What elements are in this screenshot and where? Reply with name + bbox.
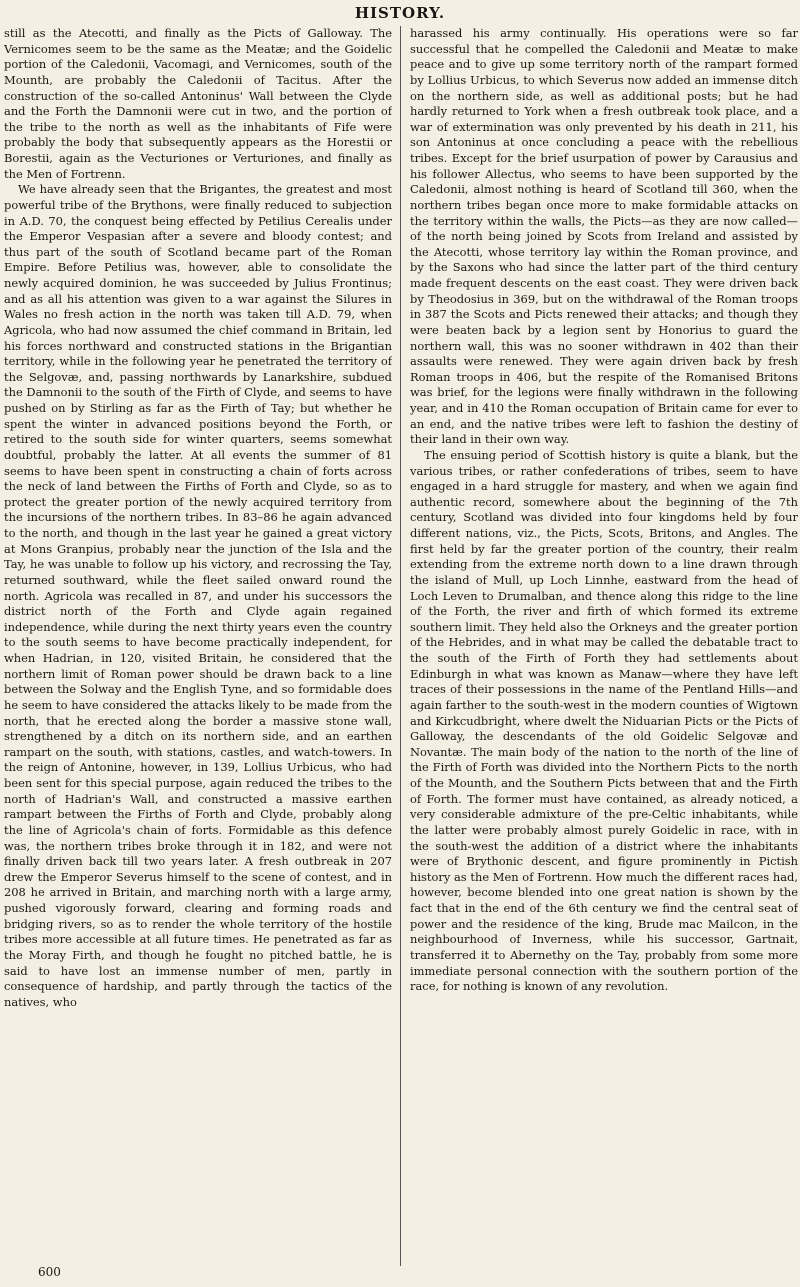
page-number: 600 (38, 1265, 61, 1279)
left-column (4, 26, 392, 1260)
paragraph: still as the Atecotti, and finally as the Picts of Galloway. The Vernicomes seem to be the same as the Meatæ; and the Goidelic portion of the Caledonii, Vacomagi, and Vernicomes, south of the Mounth, are probably the Caledonii of Tacitus. After the construction of the so-called Antoninus' Wall between the Clyde and the Forth the Damnonii were cut in two, and the portion of the tribe to the north as well as the inhabitants of Fife were probably the body that subsequently appears as the Horestii or Borestii, again as the Vecturiones or Verturiones, and finally as the Men of Fortrenn. (4, 26, 392, 181)
running-header: HISTORY. (354, 4, 446, 22)
column-divider (400, 26, 401, 1266)
paragraph: harassed his army continually. His operations were so far successful that he compelled the Caledonii and Meatæ to make peace and to give up some territory north of the rampart formed by Lollius Urbicus, to which Severus now added an immense ditch on the northern side, as well as additional posts; but he had hardly returned to York when a fresh outbreak took place, and a war of extermination was only prevented by his death in 211, his son Antoninus at once concluding a peace with the rebellious tribes. Except for the brief usurpation of power by Carausius and his follower Allectus, who seems to have been supported by the Caledonii, almost nothing is heard of Scotland till 360, when the northern tribes began once more to make formidable attacks on the territory within the walls, the Picts—as they are now called—of the north being joined by Scots from Ireland and assisted by the Atecotti, whose territory lay within the Roman province, and by the Saxons who had since the latter part of the third century made frequent descents on the east coast. They were driven back by Theodosius in 369, but on the withdrawal of the Roman troops in 387 the Scots and Picts renewed their attacks; and though they were beaten back by a legion sent by Honorius to guard the northern wall, this was no sooner withdrawn in 402 than their assaults were renewed. They were again driven back by fresh Roman troops in 406, but the respite of the Romanised Britons was brief, for the legions were finally withdrawn in the following year, and in 410 the Roman occupation of Britain came for ever to an end, and the native tribes were left to fashion the destiny of their land in their own way. (410, 26, 798, 447)
paragraph: The ensuing period of Scottish history is quite a blank, but the various tribes, or rather confederations of tribes, seem to have engaged in a hard struggle for mastery, and when we again find authentic record, somewhere about the beginning of the 7th century, Scotland was divided into four kingdoms held by four different nations, viz., the Picts, Scots, Britons, and Angles. The first held by far the greater portion of the country, their realm extending from the extreme north down to a line drawn through the island of Mull, up Loch Linnhe, eastward from the head of Loch Leven to Drumalban, and thence along this ridge to the line of the Forth, the river and firth of which formed its extreme southern limit. They held also the Orkneys and the greater portion of the Hebrides, and in what may be called the debatable tract to the south of the Firth of Forth they had settlements about Edinburgh in what was known as Manaw—where they have left traces of their possessions in the name of the Pentland Hills—and again farther to the south-west in the modern counties of Wigtown and Kirkcudbright, where dwelt the Niduarian Picts or the Picts of Galloway, the descendants of the old Goidelic Selgovæ and Novantæ. The main body of the nation to the north of the line of the Firth of Forth was divided into the Northern Picts to the north of the Mounth, and the Southern Picts between that and the Firth of Forth. The former must have contained, as already noticed, a very considerable admixture of the pre-Celtic inhabitants, while the latter were probably almost purely Goidelic in race, with in the south-west the addition of a district where the inhabitants were of Brythonic descent, and figure prominently in Pictish history as the Men of Fortrenn. How much the different races had, however, become blended into one great nation is shown by the fact that in the end of the 6th century we find the central seat of power and the residence of the king, Brude mac Mailcon, in the neighbourhood of Inverness, while his successor, Gartnait, transferred it to Abernethy on the Tay, probably from some more immediate personal connection with the southern portion of the race, for nothing is known of any revolution. (410, 447, 798, 994)
paragraph: We have already seen that the Brigantes, the greatest and most powerful tribe of the Brythons, were finally reduced to subjection in A.D. 70, the conquest being effected by Petilius Cerealis under the Emperor Vespasian after a severe and bloody contest; and thus part of the south of Scotland became part of the Roman Empire. Before Petilius was, however, able to consolidate the newly acquired dominion, he was succeeded by Julius Frontinus; and as all his attention was given to a war against the Silures in Wales no fresh action in the north was taken till A.D. 79, when Agricola, who had now assumed the chief command in Britain, led his forces northward and constructed stations in the Brigantian territory, while in the following year he penetrated the territory of the Selgovæ, and, passing northwards by Lanarkshire, subdued the Damnonii to the south of the Firth of Clyde, and seems to have pushed on by Stirling as far as the Firth of Tay; but whether he spent the winter in advanced positions beyond the Forth, or retired to the south side for winter quarters, seems somewhat doubtful, probably the latter. At all events the summer of 81 seems to have been spent in constructing a chain of forts across the neck of land between the Firths of Forth and Clyde, so as to protect the greater portion of the newly acquired territory from the incursions of the northern tribes. In 83–86 he again advanced to the north, and though in the last year he gained a great victory at Mons Granpius, probably near the junction of the Isla and the Tay, he was unable to follow up his victory, and recrossing the Tay, returned southward, while the fleet sailed onward round the north. Agricola was recalled in 87, and under his successors the district north of the Forth and Clyde again regained independence, while during the next thirty years even the country to the south seems to have become practically independent, for when Hadrian, in 120, visited Britain, he considered that the northern limit of Roman power should be drawn back to a line between the Solway and the English Tyne, and so formidable does he seem to have considered the attacks likely to be made from the north, that he erected along the border a massive stone wall, strengthened by a ditch on its northern side, and an earthen rampart on the south, with stations, castles, and watch-towers. In the reign of Antonine, however, in 139, Lollius Urbicus, who had been sent for this special purpose, again reduced the tribes to the north of Hadrian's Wall, and constructed a massive earthen rampart between the Firths of Forth and Clyde, probably along the line of Agricola's chain of forts. Formidable as this defence was, the northern tribes broke through it in 182, and were not finally driven back till two years later. A fresh outbreak in 207 drew the Emperor Severus himself to the scene of contest, and in 208 he arrived in Britain, and marching north with a large army, pushed vigorously forward, clearing and forming roads and bridging rivers, so as to render the whole territory of the hostile tribes more accessible at all future times. He penetrated as far as the Moray Firth, and though he fought no pitched battle, he is said to have lost an immense number of men, partly in consequence of hardship, and partly through the tactics of the natives, who (4, 182, 392, 1009)
right-column (410, 26, 798, 1260)
